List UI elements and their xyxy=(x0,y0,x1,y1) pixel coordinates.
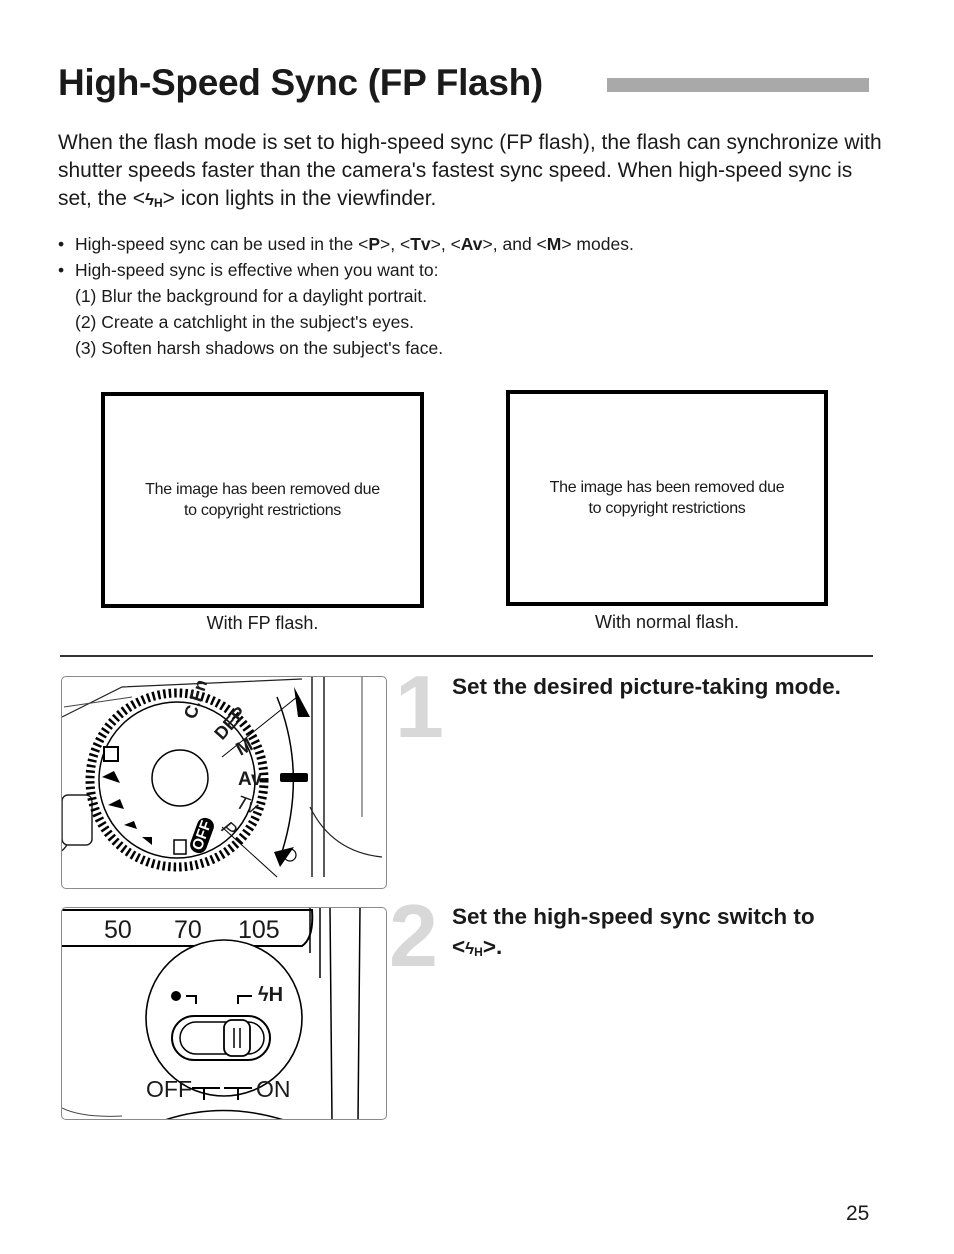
intro-text-a: When the flash mode is set to high-speed sync (FP flash), the flash can synchronize with shutter speeds faster than the camera's fastest sync speed. When high-speed sync is set, the < xyxy=(58,131,882,210)
intro-paragraph xyxy=(58,129,888,217)
section-divider xyxy=(60,655,873,657)
dial-label-off: OFF xyxy=(188,816,216,856)
list-item: (2) Create a catchlight in the subject's eyes. xyxy=(75,312,414,332)
list-item: (1) Blur the background for a daylight portrait. xyxy=(75,286,428,306)
mode-av: Av xyxy=(460,234,483,254)
step-number: 1 xyxy=(395,657,444,756)
dial-label-tv: Tv xyxy=(233,792,261,820)
bullet-effective: • High-speed sync is effective when you want to: xyxy=(58,257,888,283)
dial-label-m: M xyxy=(232,734,257,761)
bullet-modes: • High-speed sync can be used in the <P>, <Tv>, <Av>, and <M> modes. xyxy=(58,231,888,257)
focal-scale-50: 50 xyxy=(104,916,132,944)
switch-label-on: ON xyxy=(256,1076,291,1102)
list-item: (3) Soften harsh shadows on the subject's face. xyxy=(75,338,444,358)
page-title: High-Speed Sync (FP Flash) xyxy=(58,62,543,103)
step-instruction: Set the high-speed sync switch to $<ϟ_H>$. xyxy=(452,904,815,959)
flash-h-icon: $ϟ_H$ xyxy=(144,190,163,210)
mode-p: P xyxy=(368,234,381,254)
step-instruction: Set the desired picture-taking mode. xyxy=(452,674,841,699)
intro-text-b: > icon lights in the viewfinder. xyxy=(162,187,437,210)
switch-flash-h-label: ϟH xyxy=(258,984,284,1006)
focal-scale-70: 70 xyxy=(174,916,202,944)
dial-label-cfn: C.Fn xyxy=(180,676,212,722)
dial-label-dep: DEP xyxy=(210,702,250,744)
photo-caption-fp-flash: With FP flash. xyxy=(206,613,319,633)
mode-dial-illustration xyxy=(61,676,387,889)
photo-placeholder-normal-flash: The image has been removed due to copyright restrictions xyxy=(506,390,828,606)
step-number: 2 xyxy=(389,886,438,985)
photo-caption-normal-flash: With normal flash. xyxy=(594,612,740,632)
switch-label-off: OFF xyxy=(146,1076,192,1102)
mode-m: M xyxy=(546,234,562,254)
bullet-list xyxy=(58,231,888,361)
page-number: 25 xyxy=(846,1202,870,1225)
mode-tv: Tv xyxy=(410,234,431,254)
title-decorative-bar xyxy=(607,78,869,92)
photo-placeholder-fp-flash: The image has been removed due to copyright restrictions xyxy=(101,392,424,608)
dial-label-av: Av xyxy=(238,769,262,790)
dial-label-p: P xyxy=(217,817,241,842)
lens-switch-illustration xyxy=(61,907,387,1120)
focal-scale-105: 105 xyxy=(238,916,280,944)
flash-h-icon: $ϟ_H$ xyxy=(465,939,483,959)
